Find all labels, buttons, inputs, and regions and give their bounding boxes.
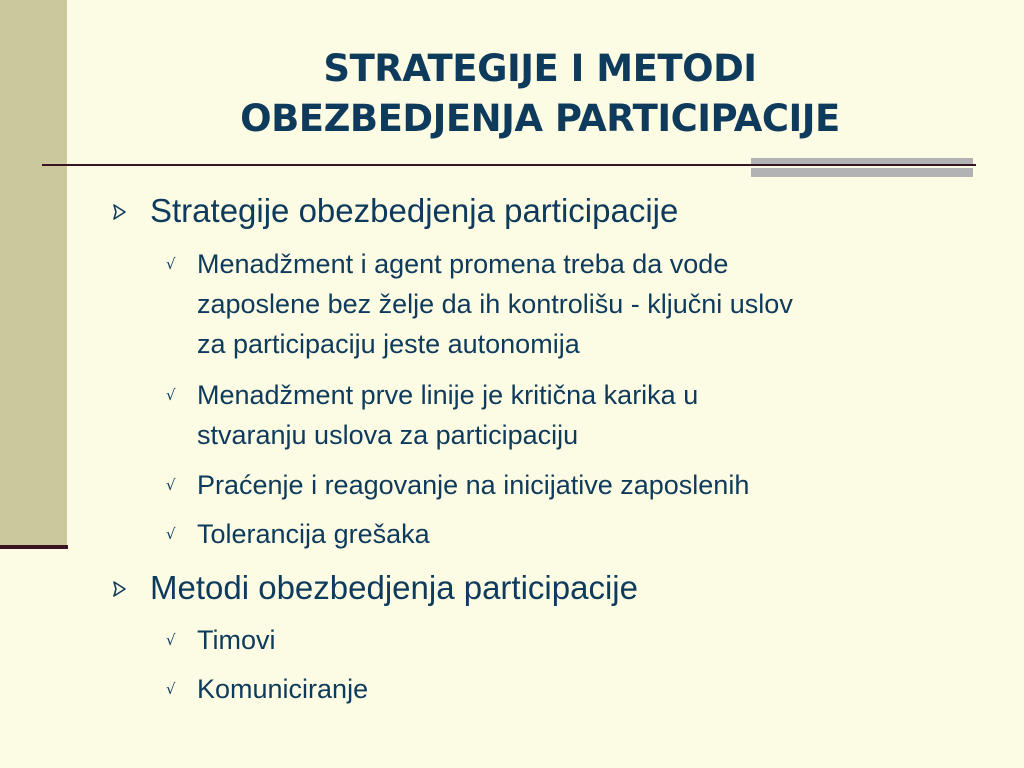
left-decorative-band bbox=[0, 0, 67, 545]
arrow-bullet-icon bbox=[112, 203, 136, 227]
list-item-line: Tolerancija grešaka bbox=[197, 519, 430, 549]
check-bullet-icon: √ bbox=[166, 680, 176, 698]
left-band-rule bbox=[0, 545, 68, 549]
list-item bbox=[197, 244, 977, 364]
check-bullet-icon: √ bbox=[166, 631, 176, 649]
slide-title-line: STRATEGIJE I METODI bbox=[323, 47, 757, 90]
list-item bbox=[197, 465, 977, 505]
list-item-line: za participaciju jeste autonomija bbox=[197, 329, 580, 359]
list-item bbox=[197, 375, 977, 455]
check-bullet-icon: √ bbox=[166, 476, 176, 494]
title-accent-bar bbox=[751, 168, 973, 177]
check-bullet-icon: √ bbox=[166, 386, 176, 404]
list-item bbox=[197, 620, 977, 660]
list-item-line: zaposlene bez želje da ih kontrolišu - ključni uslov bbox=[197, 289, 793, 319]
slide-title-line: OBEZBEDJENJA PARTICIPACIJE bbox=[240, 97, 840, 140]
list-item-line: Menadžment prve linije je kritična karika u bbox=[197, 380, 699, 410]
list-item-line: Komuniciranje bbox=[197, 674, 369, 704]
section-heading: Strategije obezbedjenja participacije bbox=[150, 192, 679, 229]
title-divider bbox=[42, 164, 976, 166]
section-heading: Metodi obezbedjenja participacije bbox=[150, 569, 638, 606]
arrow-bullet-icon bbox=[112, 580, 136, 604]
check-bullet-icon: √ bbox=[166, 525, 176, 543]
list-item bbox=[197, 514, 977, 554]
slide-title bbox=[100, 44, 980, 144]
list-item-line: stvaranju uslova za participaciju bbox=[197, 420, 579, 450]
list-item-line: Praćenje i reagovanje na inicijative zaposlenih bbox=[197, 470, 750, 500]
list-item-line: Timovi bbox=[197, 625, 276, 655]
list-item bbox=[197, 669, 977, 709]
list-item-line: Menadžment i agent promena treba da vode bbox=[197, 249, 729, 279]
check-bullet-icon: √ bbox=[166, 255, 176, 273]
